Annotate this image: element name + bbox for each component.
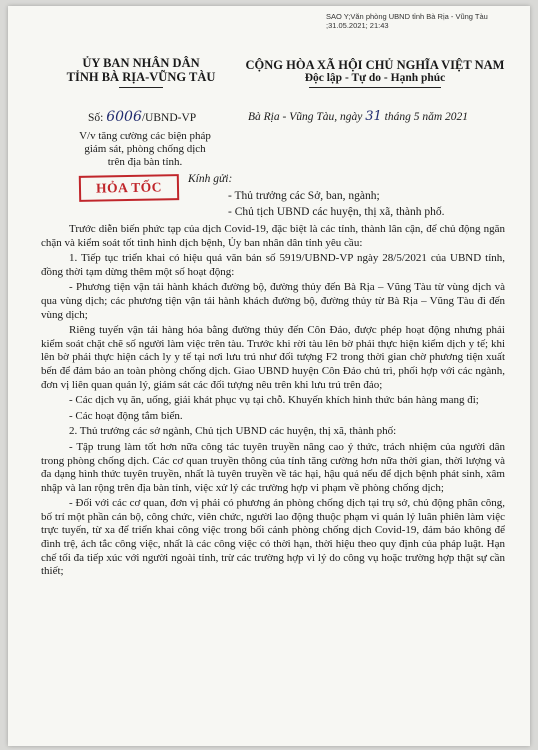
national-header: [230, 58, 520, 88]
docnum-suffix: /UBND-VP: [141, 112, 197, 124]
date-day: 31: [365, 109, 382, 124]
issuer-line1: ỦY BAN NHÂN DÂN: [82, 56, 200, 70]
issuer-line2: TỈNH BÀ RỊA-VŨNG TÀU: [66, 70, 216, 84]
copy-stamp-line1: SAO Y;Văn phòng UBND tỉnh Bà Rịa - Vũng Tàu: [326, 12, 488, 21]
body-paragraph: 2. Thủ trưởng các sở ngành, Chủ tịch UBND các huyện, thị xã, thành phố:: [69, 425, 397, 438]
date-prefix: Bà Rịa - Vũng Tàu, ngày: [248, 111, 363, 123]
body-paragraph: - Đối với các cơ quan, đơn vị phải có phương án phòng chống dịch tại trụ sở, chủ động phân công, bố trí một phần cán bộ, công chức, viên chức, người lao động thuộc phạm vi quản lý luân phiên làm việc trực tuyến, từ xa để triển khai công việc trong bối cảnh phòng chống dịch Covid-19, đảm bảo không để đình trệ, ách tắc công việc, nhất là các công việc có thời hạn, thời hiệu theo quy định của pháp luật. Hạn chế tối đa tiếp xúc với người ngoài tỉnh, trừ các trường hợp vì lý do công vụ hoặc trường hợp thật sự cần thiết;: [41, 497, 505, 578]
subject-line1: V/v tăng cường các biện pháp: [79, 130, 211, 142]
docnum-handwritten: 6006: [106, 109, 142, 125]
issuer-underline: [119, 87, 163, 88]
body-paragraph: - Các dịch vụ ăn, uống, giải khát phục vụ tại chỗ. Khuyến khích hình thức bán hàng mang đi;: [69, 394, 479, 407]
motto: Độc lập - Tự do - Hạnh phúc: [304, 72, 446, 84]
body-paragraph: Riêng tuyến vận tải hàng hóa bằng đường thủy đến Côn Đảo, được phép hoạt động nhưng phải kiểm soát chặt chẽ số người làm việc trên tàu. Trước khi rời tàu lên bờ phải thực hiện kiểm dịch y tế; khi lên bờ phải thực hiện cách ly y tế tại nơi lưu trú như đối tượng F2 trong thời gian chờ phương tiện xuất bến để đảm bảo an toàn phòng chống dịch. Giao UBND huyện Côn Đảo chủ trì, phối hợp với các ngành, đơn vị liên quan quản lý, giám sát các đối tượng nêu trên khi lưu trú trên đảo;: [41, 324, 505, 391]
document-number: [88, 109, 196, 125]
recipients-list: [228, 188, 445, 220]
copy-stamp: [326, 12, 516, 30]
copy-stamp-line2: ;31.05.2021; 21:43: [326, 21, 389, 30]
body-paragraph: - Tập trung làm tốt hơn nữa công tác tuyên truyền nâng cao ý thức, trách nhiệm của người dân trong phòng chống dịch. Các cơ quan truyền thông của tỉnh tăng cường hơn nữa thời gian, thời lượng và đa dạng hình thức tuyên truyền, nhất là tuyên truyền về tác hại, hậu quả nếu để dịch bệnh phát sinh, xâm nhập và lan rộng trên địa bàn tỉnh, việc xử lý các trường hợp vi phạm về phòng chống dịch;: [41, 440, 505, 494]
date-suffix: tháng 5 năm 2021: [384, 111, 469, 123]
country-name: CỘNG HÒA XÃ HỘI CHỦ NGHĨA VIỆT NAM: [245, 58, 505, 72]
document-body: [41, 223, 505, 581]
motto-underline: [309, 87, 441, 88]
body-paragraph: - Các hoạt động tắm biển.: [69, 409, 183, 422]
docnum-prefix: Số:: [88, 112, 104, 124]
recipients-label: Kính gửi:: [188, 173, 233, 185]
issuer-block: [56, 56, 226, 88]
body-paragraph: Trước diễn biến phức tạp của dịch Covid-19, đặc biệt là các tỉnh, thành lân cận, để chủ động ngăn chặn và kiểm soát tốt tình hình dịch bệnh, Ủy ban nhân dân tỉnh yêu cầu:: [41, 223, 505, 249]
recipient-item: - Thủ trưởng các Sở, ban, ngành;: [228, 190, 380, 202]
document-page: [8, 6, 530, 746]
place-date: [248, 109, 468, 124]
recipient-item: - Chủ tịch UBND các huyện, thị xã, thành phố.: [228, 206, 445, 218]
subject-line2: giám sát, phòng chống dịch: [84, 143, 206, 155]
body-paragraph: - Phương tiện vận tải hành khách đường bộ, đường thủy đến Bà Rịa – Vũng Tàu từ vùng dịch và qua vùng dịch; các phương tiện vận tải hành khách đường bộ, đường thủy từ Bà Rịa – Vũng Tàu đi đến vùng dịch;: [41, 281, 505, 321]
urgent-stamp: HỎA TỐC: [79, 174, 179, 202]
subject-line3: trên địa bàn tỉnh.: [107, 156, 183, 168]
subject-line: [60, 130, 230, 169]
body-paragraph: 1. Tiếp tục triển khai có hiệu quả văn bản số 5919/UBND-VP ngày 28/5/2021 của UBND tỉnh, đồng thời tạm dừng thêm một số hoạt động:: [41, 252, 505, 278]
